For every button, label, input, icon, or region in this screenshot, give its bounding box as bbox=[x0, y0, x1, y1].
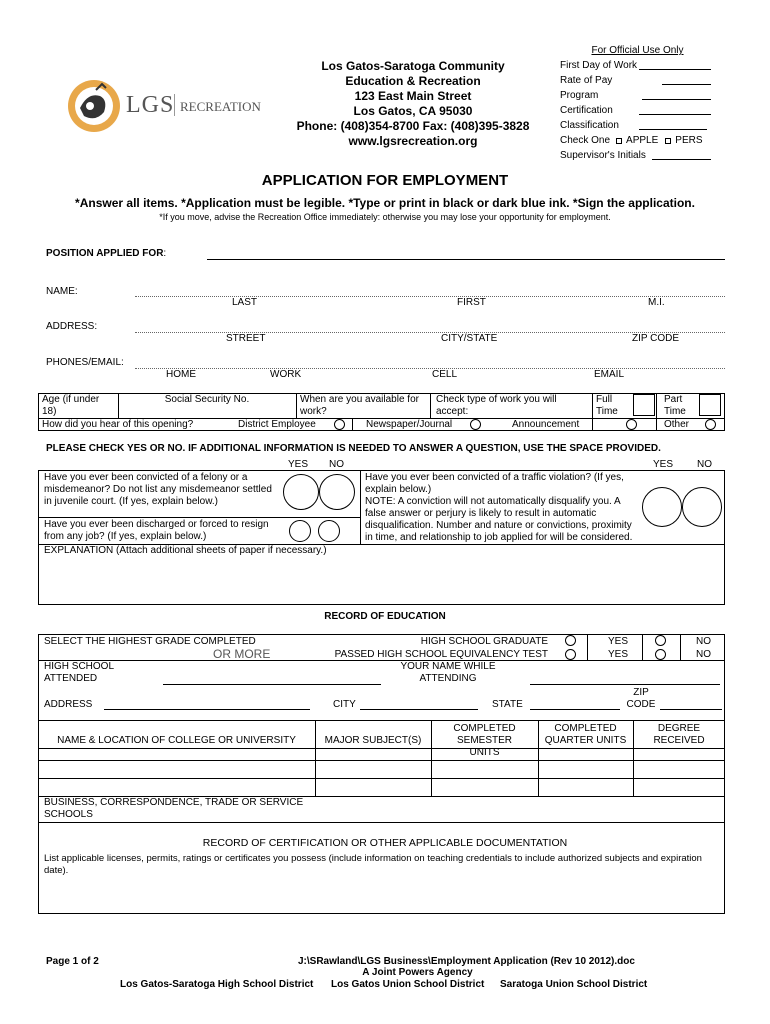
org-phone: Phone: (408)354-8700 Fax: (408)395-3828 bbox=[296, 119, 530, 133]
org-name: Los Gatos-Saratoga Community bbox=[321, 59, 505, 73]
equiv-radio[interactable] bbox=[565, 649, 576, 660]
address-zip: ZIP CODE bbox=[632, 333, 680, 344]
equiv-yes: YES bbox=[608, 649, 629, 660]
explanation-field[interactable] bbox=[40, 558, 723, 603]
program-field[interactable] bbox=[642, 88, 711, 100]
check-heading: PLEASE CHECK YES OR NO. IF ADDITIONAL INFORMATION IS NEEDED TO ANSWER A QUESTION, USE THE SPACE PROVIDED. bbox=[46, 443, 661, 454]
page-title: APPLICATION FOR EMPLOYMENT bbox=[261, 172, 509, 189]
cert-field[interactable] bbox=[639, 103, 711, 115]
part-time-checkbox[interactable] bbox=[699, 394, 721, 416]
instructions: *Answer all items. *Application must be legible. *Type or print in black or dark blue ink. *Sign the application. bbox=[75, 196, 695, 210]
cert-field[interactable] bbox=[40, 880, 723, 912]
question-traffic: Have you ever been convicted of a traffic violation? (If yes, explain below.) bbox=[365, 472, 624, 495]
org-city: Los Gatos, CA 95030 bbox=[353, 104, 473, 118]
district-1: Los Gatos-Saratoga High School District bbox=[120, 979, 314, 990]
hs-attended-field[interactable] bbox=[163, 684, 381, 685]
apple-checkbox[interactable] bbox=[616, 138, 622, 144]
pers-label: PERS bbox=[675, 135, 703, 146]
file-path: J:\SRawland\LGS Business\Employment Application (Rev 10 2012).doc bbox=[298, 956, 635, 967]
initials-field[interactable] bbox=[652, 148, 711, 160]
highest-grade-label: SELECT THE HIGHEST GRADE COMPLETED bbox=[44, 636, 256, 647]
college-label: NAME & LOCATION OF COLLEGE OR UNIVERSITY bbox=[57, 735, 296, 746]
edu-city-label: CITY bbox=[333, 699, 356, 710]
hs-attended-label: HIGH SCHOOL ATTENDED bbox=[44, 661, 114, 684]
explanation-label: EXPLANATION (Attach additional sheets of paper if necessary.) bbox=[44, 545, 327, 556]
logo bbox=[66, 78, 261, 134]
newspaper-radio[interactable] bbox=[470, 419, 481, 430]
district-radio[interactable] bbox=[334, 419, 345, 430]
question-felony: Have you ever been convicted of a felony or a misdemeanor? Do not list any misdemeanor settled in juvenile court. (If yes, explain below.) bbox=[44, 472, 272, 507]
yes-label-left: YES bbox=[288, 459, 309, 470]
felony-yes-radio[interactable] bbox=[283, 474, 319, 510]
announce-label: Announcement bbox=[512, 419, 580, 430]
official-use-box bbox=[560, 43, 715, 163]
traffic-no-radio[interactable] bbox=[682, 487, 722, 527]
address-city: CITY/STATE bbox=[441, 333, 498, 344]
name-label: NAME: bbox=[46, 286, 78, 297]
hs-graduate-label: HIGH SCHOOL GRADUATE bbox=[420, 636, 548, 647]
semester-label: COMPLETED SEMESTER UNITS bbox=[453, 723, 516, 758]
traffic-note: NOTE: A conviction will not automatically disqualify you. A false answer or perjury is likely to result in automatic disqualification. Number and nature or convictions, proximity in time, and relationship to job applied for will be considered. bbox=[365, 496, 633, 543]
org-street: 123 East Main Street bbox=[354, 89, 472, 103]
degree-label: DEGREE RECEIVED bbox=[653, 723, 705, 746]
discharged-no-radio[interactable] bbox=[318, 520, 340, 542]
org-header bbox=[282, 59, 544, 149]
official-rate: Rate of Pay bbox=[560, 75, 613, 86]
phone-work: WORK bbox=[270, 369, 302, 380]
edu-address-field[interactable] bbox=[104, 709, 310, 710]
name-first: FIRST bbox=[457, 297, 486, 308]
edu-city-field[interactable] bbox=[360, 709, 478, 710]
official-program: Program bbox=[560, 90, 599, 101]
name-field[interactable] bbox=[135, 296, 725, 297]
position-label-text: POSITION APPLIED FOR bbox=[46, 248, 164, 259]
hsgrad-no-radio[interactable] bbox=[655, 635, 666, 646]
district-2: Los Gatos Union School District bbox=[331, 979, 485, 990]
phones-label: PHONES/EMAIL: bbox=[46, 357, 124, 368]
felony-no-radio[interactable] bbox=[319, 474, 355, 510]
major-label: MAJOR SUBJECT(S) bbox=[324, 735, 422, 746]
edu-zip-label: ZIP CODE bbox=[626, 687, 656, 710]
position-field[interactable] bbox=[207, 259, 725, 260]
cert-title: RECORD OF CERTIFICATION OR OTHER APPLICABLE DOCUMENTATION bbox=[202, 837, 568, 849]
official-class: Classification bbox=[560, 120, 619, 131]
your-name-field[interactable] bbox=[530, 684, 720, 685]
official-first-day: First Day of Work bbox=[560, 60, 638, 71]
hsgrad-yes: YES bbox=[608, 636, 629, 647]
education-title: RECORD OF EDUCATION bbox=[324, 611, 446, 622]
hsgrad-no: NO bbox=[696, 636, 711, 647]
pers-checkbox[interactable] bbox=[665, 138, 671, 144]
other-radio[interactable] bbox=[705, 419, 716, 430]
announce-radio[interactable] bbox=[626, 419, 637, 430]
lgs-emblem-icon bbox=[66, 78, 122, 134]
hs-graduate-radio[interactable] bbox=[565, 635, 576, 646]
hear-label: How did you hear of this opening? bbox=[42, 419, 194, 430]
cert-text: List applicable licenses, permits, ratings or certificates you possess (include information on teaching credentials to include authorized subjects and expiration date). bbox=[44, 853, 702, 876]
age-label: Age (if under 18) bbox=[42, 394, 100, 417]
phone-email: EMAIL bbox=[594, 369, 625, 380]
equiv-label: PASSED HIGH SCHOOL EQUIVALENCY TEST bbox=[334, 649, 548, 660]
phones-field[interactable] bbox=[135, 368, 725, 369]
address-label: ADDRESS: bbox=[46, 321, 98, 332]
rate-field[interactable] bbox=[662, 73, 711, 85]
edu-state-label: STATE bbox=[492, 699, 523, 710]
logo-subtext: RECREATION bbox=[180, 99, 261, 114]
newspaper-label: Newspaper/Journal bbox=[366, 419, 453, 430]
equiv-no-radio[interactable] bbox=[655, 649, 666, 660]
phone-cell: CELL bbox=[432, 369, 458, 380]
official-check-one: Check One bbox=[560, 135, 611, 146]
logo-text: LGS bbox=[126, 92, 175, 118]
avail-label: When are you available for work? bbox=[300, 394, 419, 417]
no-label-left: NO bbox=[329, 459, 344, 470]
college-row-1[interactable] bbox=[38, 760, 725, 761]
edu-zip-field[interactable] bbox=[660, 709, 722, 710]
phone-home: HOME bbox=[166, 369, 196, 380]
edu-address-label: ADDRESS bbox=[44, 699, 93, 710]
class-field[interactable] bbox=[639, 118, 707, 130]
edu-state-field[interactable] bbox=[530, 709, 620, 710]
ssn-label: Social Security No. bbox=[164, 394, 250, 405]
official-title: For Official Use Only bbox=[591, 45, 684, 56]
yes-label-right: YES bbox=[653, 459, 674, 470]
your-name-label: YOUR NAME WHILE ATTENDING bbox=[400, 661, 496, 684]
official-initials: Supervisor's Initials bbox=[560, 150, 646, 161]
position-label: POSITION APPLIED FOR: bbox=[46, 248, 167, 259]
or-more-label: OR MORE bbox=[213, 647, 271, 661]
part-time-label: Part Time bbox=[664, 394, 686, 417]
traffic-yes-radio[interactable] bbox=[642, 487, 682, 527]
college-row-2[interactable] bbox=[38, 778, 725, 779]
address-street: STREET bbox=[226, 333, 266, 344]
full-time-checkbox[interactable] bbox=[633, 394, 655, 416]
district-3: Saratoga Union School District bbox=[500, 979, 648, 990]
org-web: www.lgsrecreation.org bbox=[348, 134, 478, 148]
other-label: Other bbox=[664, 419, 690, 430]
business-school-label: BUSINESS, CORRESPONDENCE, TRADE OR SERVICE SCHOOLS bbox=[44, 797, 304, 820]
full-time-label: Full Time bbox=[596, 394, 618, 417]
move-note: *If you move, advise the Recreation Office immediately: otherwise you may lose your opportunity for employment. bbox=[159, 212, 611, 222]
name-mi: M.I. bbox=[648, 297, 665, 308]
quarter-label: COMPLETED QUARTER UNITS bbox=[544, 723, 627, 746]
apple-label: APPLE bbox=[626, 135, 659, 146]
no-label-right: NO bbox=[697, 459, 712, 470]
org-dept: Education & Recreation bbox=[345, 74, 481, 88]
name-last: LAST bbox=[232, 297, 258, 308]
official-cert: Certification bbox=[560, 105, 613, 116]
page-number: Page 1 of 2 bbox=[46, 956, 99, 967]
question-discharged: Have you ever been discharged or forced to resign from any job? (If yes, explain below.) bbox=[44, 519, 269, 542]
first-day-field[interactable] bbox=[639, 58, 711, 70]
district-label: District Employee bbox=[238, 419, 316, 430]
type-label: Check type of work you will accept: bbox=[436, 394, 557, 417]
jpa-label: A Joint Powers Agency bbox=[362, 967, 473, 978]
discharged-yes-radio[interactable] bbox=[289, 520, 311, 542]
equiv-no: NO bbox=[696, 649, 711, 660]
